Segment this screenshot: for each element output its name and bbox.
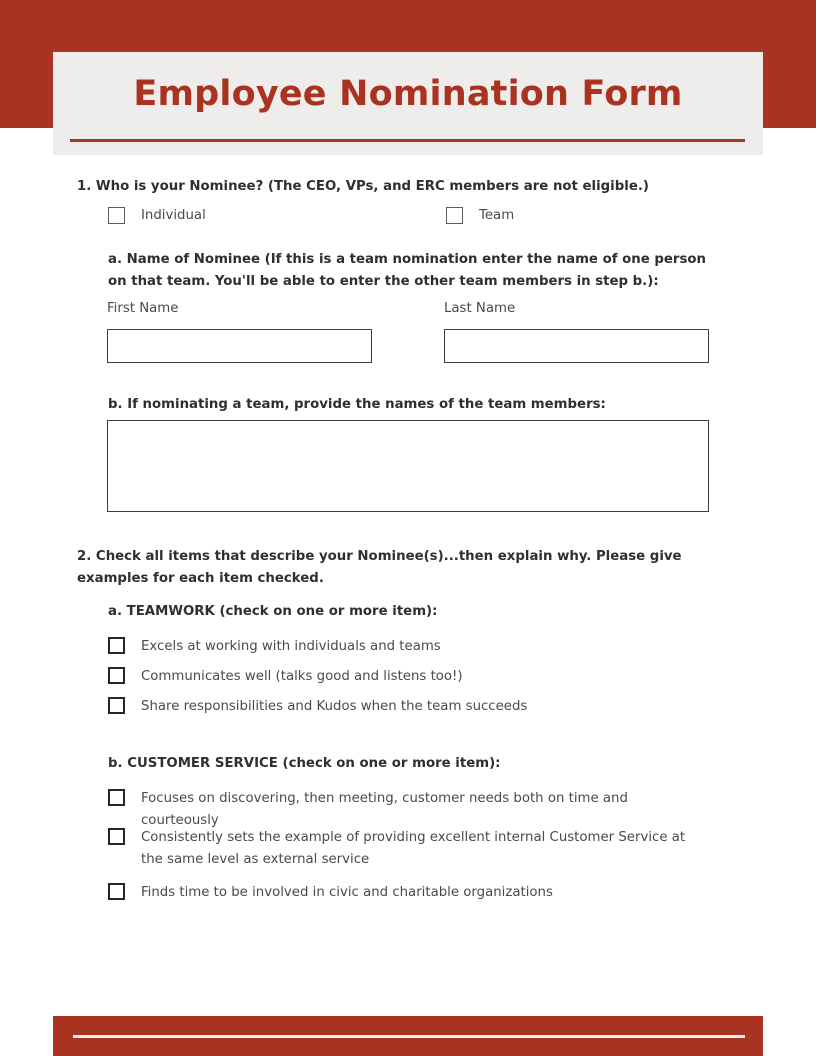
first-name-input[interactable]: [107, 329, 372, 363]
question-1a-heading: a. Name of Nominee (If this is a team nomination enter the name of one person on that team. You'll be able to enter the other team members in step b.):: [108, 252, 706, 289]
check-item-customer-service-1[interactable]: [108, 788, 708, 832]
check-item-teamwork-1[interactable]: [108, 636, 708, 658]
choice-individual-label: Individual: [141, 208, 206, 223]
page-title: Employee Nomination Form: [133, 74, 683, 114]
check-item-teamwork-2-label: Communicates well (talks good and listens too!): [141, 669, 463, 684]
check-item-customer-service-2[interactable]: [108, 827, 708, 871]
question-1-heading: 1. Who is your Nominee? (The CEO, VPs, and ERC members are not eligible.): [77, 179, 649, 194]
footer-accent-band: [53, 1016, 763, 1056]
last-name-label: Last Name: [444, 301, 516, 316]
choice-team[interactable]: [446, 207, 514, 224]
check-item-customer-service-3[interactable]: [108, 882, 708, 904]
checkbox-customer-service-2-box[interactable]: [108, 828, 125, 845]
check-item-teamwork-3[interactable]: [108, 696, 708, 718]
question-2a-heading: a. TEAMWORK (check on one or more item):: [108, 604, 438, 619]
checkbox-customer-service-1-box[interactable]: [108, 789, 125, 806]
question-2-heading: 2. Check all items that describe your Nominee(s)...then explain why. Please give examples for each item checked.: [77, 549, 682, 586]
last-name-input[interactable]: [444, 329, 709, 363]
question-1b-heading: b. If nominating a team, provide the names of the team members:: [108, 397, 606, 412]
question-2b-heading: b. CUSTOMER SERVICE (check on one or more item):: [108, 756, 501, 771]
header-card: [53, 52, 763, 155]
checkbox-teamwork-2-box[interactable]: [108, 667, 125, 684]
check-item-teamwork-3-label: Share responsibilities and Kudos when the team succeeds: [141, 699, 528, 714]
header-divider-rule: [70, 139, 745, 142]
checkbox-customer-service-3-box[interactable]: [108, 883, 125, 900]
choice-individual[interactable]: [108, 207, 206, 224]
choice-team-label: Team: [479, 208, 515, 223]
team-members-textarea[interactable]: [107, 420, 709, 512]
checkbox-teamwork-3-box[interactable]: [108, 697, 125, 714]
check-item-customer-service-1-label: Focuses on discovering, then meeting, customer needs both on time and courteously: [141, 791, 628, 828]
first-name-label: First Name: [107, 301, 179, 316]
footer-divider-rule: [73, 1035, 745, 1038]
checkbox-individual-box[interactable]: [108, 207, 125, 224]
checkbox-teamwork-1-box[interactable]: [108, 637, 125, 654]
check-item-teamwork-1-label: Excels at working with individuals and teams: [141, 639, 441, 654]
check-item-teamwork-2[interactable]: [108, 666, 708, 688]
checkbox-team-box[interactable]: [446, 207, 463, 224]
check-item-customer-service-3-label: Finds time to be involved in civic and charitable organizations: [141, 885, 553, 900]
check-item-customer-service-2-label: Consistently sets the example of providing excellent internal Customer Service at the same level as external service: [141, 830, 686, 867]
